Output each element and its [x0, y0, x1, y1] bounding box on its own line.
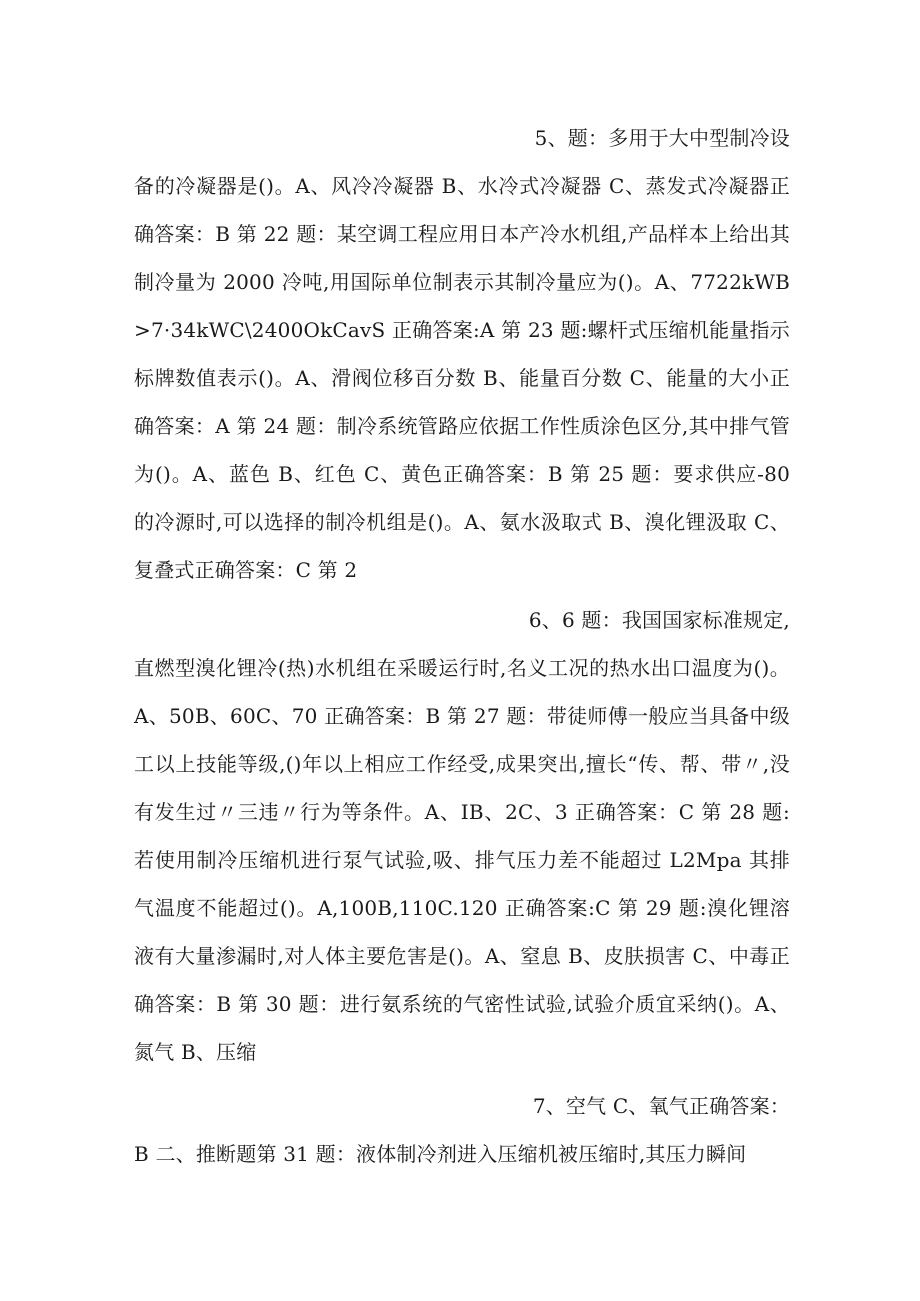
question-block-5 — [134, 114, 790, 594]
question-lead: 6、6 题：我国国家标准规定, — [528, 608, 790, 632]
question-body: B 二、推断题第 31 题：液体制冷剂进入压缩机被压缩时,其压力瞬间 — [134, 1142, 747, 1166]
question-body: 直燃型溴化锂冷(热)水机组在采暖运行时,名义工况的热水出口温度为()。A、50B、60C、70 正确答案：B 第 27 题：带徒师傅一般应当具备中级工以上技能等级,()年以上相应工作经受,成果突出,擅长“传、帮、带〃,没有发生过〃三违〃行为等条件。A、IB、2C、3 正确答案：C 第 28 题:若使用制冷压缩机进行泵气试验,吸、排气压力差不能超过 L2Mpa 其排气温度不能超过()。A,100B,110C.120 正确答案:C 第 29 题:溴化锂溶液有大量渗漏时,对人体主要危害是()。A、窒息 B、皮肤损害 C、中毒正确答案：B 第 30 题：进行氨系统的气密性试验,试验介质宜采纳()。A、氮气 B、压缩 — [134, 656, 790, 1064]
question-body: 备的冷凝器是()。A、风冷冷凝器 B、水冷式冷凝器 C、蒸发式冷凝器正确答案：B 第 22 题：某空调工程应用日本产冷水机组,产品样本上给出其制冷量为 2000 冷吨,用国际单位制表示其制冷量应为()。A、7722kWB>7·34kWC\2400OkCavS 正确答案:A 第 23 题:螺杆式压缩机能量指示标牌数值表示()。A、滑阀位移百分数 B、能量百分数 C、能量的大小正确答案：A 第 24 题：制冷系统管路应依据工作性质涂色区分,其中排气管为()。A、蓝色 B、红色 C、黄色正确答案：B 第 25 题：要求供应-80 的冷源时,可以选择的制冷机组是()。A、氨水汲取式 B、溴化锂汲取 C、复叠式正确答案：C 第 2 — [134, 174, 790, 582]
question-block-6 — [134, 596, 790, 1076]
question-lead: 5、题：多用于大中型制冷设 — [534, 126, 790, 150]
question-block-7 — [134, 1082, 790, 1178]
question-lead: 7、空气 C、氧气正确答案： — [532, 1094, 790, 1118]
